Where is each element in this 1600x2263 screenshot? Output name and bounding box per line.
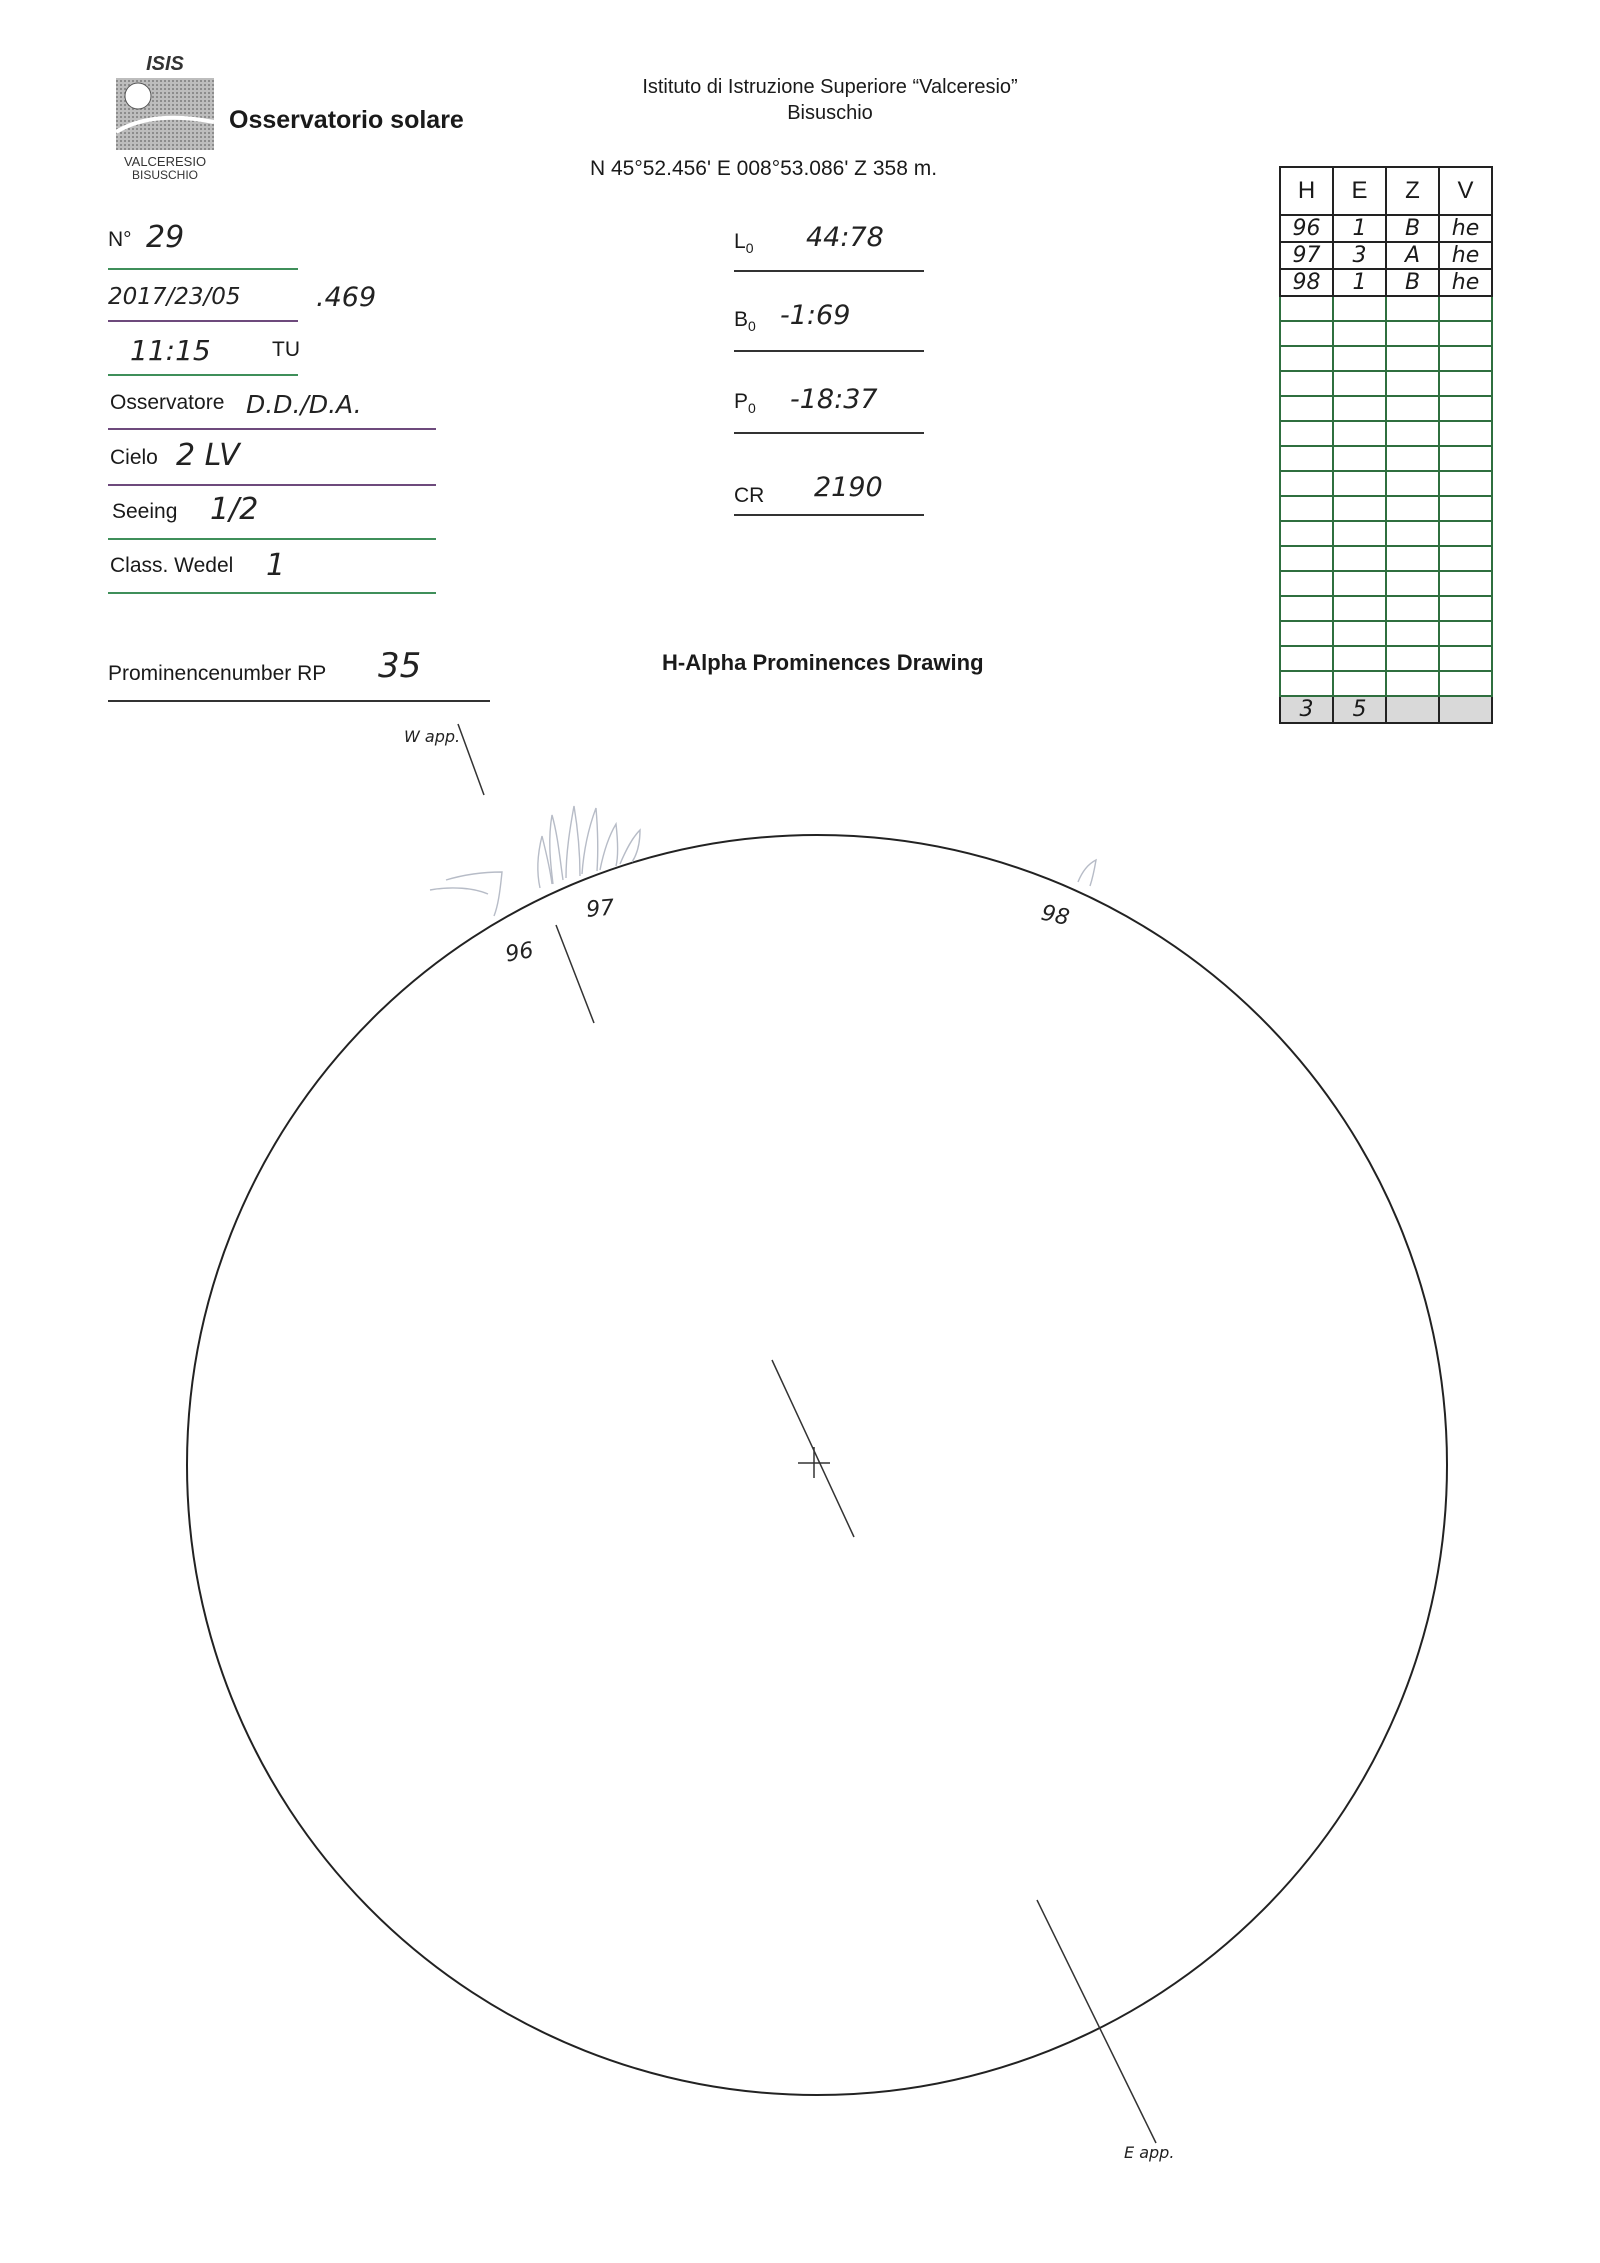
table-cell: 96 (1280, 215, 1333, 242)
east-marker-line (1037, 1900, 1156, 2143)
l0-letter: L (734, 230, 746, 253)
table-cell: 98 (1280, 269, 1333, 296)
total-h: 3 (1280, 696, 1333, 723)
west-marker-line (458, 724, 484, 795)
number-value: 29 (146, 220, 185, 255)
sky-label: Cielo (110, 446, 158, 469)
rotation-axis-line (772, 1360, 854, 1537)
time-value: 11:15 (130, 334, 211, 367)
logo-text: ISIS (146, 53, 184, 75)
east-label: E app. (1124, 2143, 1175, 2162)
institute-town: Bisuschio (787, 102, 873, 124)
prominence-label-98: 98 (1038, 900, 1072, 931)
p0-value: -18:37 (790, 384, 878, 415)
l0-subscript: 0 (745, 240, 754, 257)
observatory-coordinates: N 45°52.456' E 008°53.086' Z 358 m. (590, 157, 938, 180)
b0-value: -1:69 (780, 300, 851, 331)
seeing-label: Seeing (112, 500, 178, 523)
prominence-label: Prominencenumber RP (108, 662, 327, 685)
table-cell: he (1439, 269, 1492, 296)
table-cell: B (1386, 269, 1439, 296)
table-header-v: V (1439, 167, 1492, 215)
seeing-value: 1/2 (210, 492, 259, 527)
table-header-h: H (1280, 167, 1333, 215)
l0-value: 44:78 (806, 222, 884, 253)
logo-caption-1: VALCERESIO (123, 154, 207, 169)
wedel-value: 1 (266, 548, 286, 583)
date-value: 2017/23/05 (108, 284, 241, 310)
observatory-title: Osservatorio solare (229, 106, 464, 134)
observer-value: D.D./D.A. (246, 390, 362, 419)
drawing-title: H-Alpha Prominences Drawing (662, 650, 984, 675)
total-e: 5 (1333, 696, 1386, 723)
p0-letter: P (734, 390, 749, 413)
table-cell: he (1439, 215, 1492, 242)
date-fraction: .469 (316, 282, 377, 313)
prominence-98-sketch (1078, 860, 1096, 886)
wedel-label: Class. Wedel (110, 554, 234, 577)
cr-label: CR (734, 484, 765, 507)
west-label: W app. (404, 727, 461, 746)
sky-value: 2 LV (176, 438, 240, 473)
prominence-label-97: 97 (585, 895, 616, 923)
p0-subscript: 0 (748, 400, 756, 417)
prominence-label-96: 96 (503, 938, 536, 968)
prominence-96-tick (556, 925, 594, 1023)
table-cell: 1 (1333, 269, 1386, 296)
table-cell: he (1439, 242, 1492, 269)
table-cell: A (1386, 242, 1439, 269)
time-unit: TU (272, 338, 300, 361)
table-cell: B (1386, 215, 1439, 242)
b0-subscript: 0 (748, 318, 756, 335)
solar-disk-outline (187, 835, 1447, 2095)
table-cell: 3 (1333, 242, 1386, 269)
table-cell: 97 (1280, 242, 1333, 269)
logo-caption-2: BISUSCHIO (131, 168, 199, 182)
cr-value: 2190 (814, 472, 883, 503)
institute-name: Istituto di Istruzione Superiore “Valceresio” (642, 76, 1018, 98)
observer-label: Osservatore (110, 391, 225, 414)
number-label: N° (108, 228, 132, 251)
prominence-value: 35 (378, 646, 422, 686)
table-cell: 1 (1333, 215, 1386, 242)
table-header-z: Z (1386, 167, 1439, 215)
b0-letter: B (734, 308, 749, 331)
table-header-e: E (1333, 167, 1386, 215)
